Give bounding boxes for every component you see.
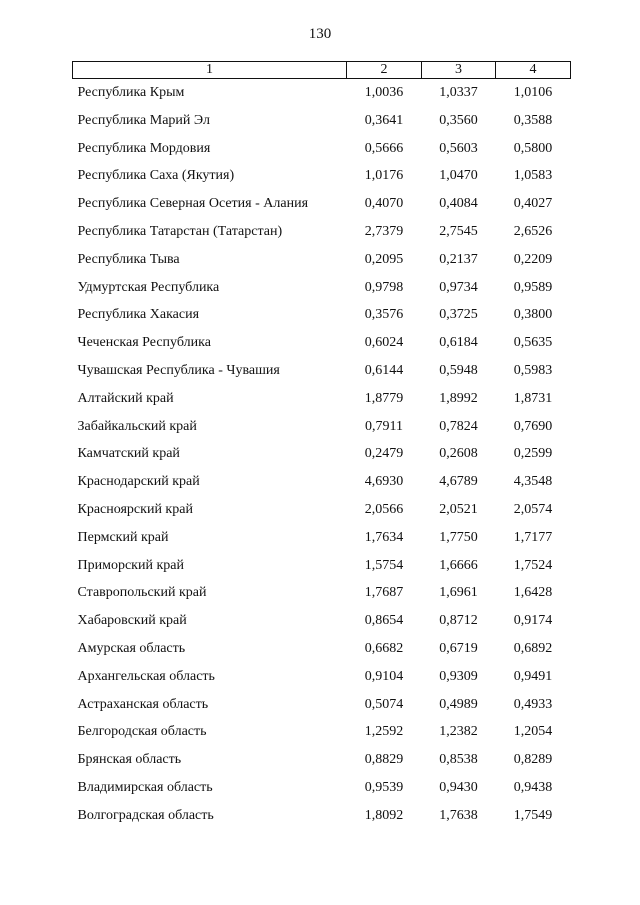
value-col3-cell: 0,8712 (439, 613, 478, 629)
value-col3-cell: 1,6961 (439, 585, 478, 601)
value-col4-cell: 0,5635 (513, 335, 553, 351)
value-col2-cell: 0,9104 (364, 668, 404, 684)
table-row (73, 691, 571, 719)
column-header-1: 1 (73, 62, 347, 79)
value-col3-cell: 0,7824 (439, 418, 478, 434)
value-col3-cell: 0,5603 (439, 140, 478, 156)
value-col4-cell: 0,8289 (513, 752, 553, 768)
column-header-3: 3 (422, 62, 496, 79)
region-name-cell: Амурская область (77, 640, 186, 656)
table-row (73, 635, 571, 663)
distribution-table-container (72, 61, 570, 830)
region-name-cell: Брянская область (77, 752, 182, 768)
table-row (73, 357, 571, 385)
table-body (73, 79, 571, 830)
region-name-cell: Владимирская область (77, 779, 213, 795)
region-name-cell: Хабаровский край (77, 613, 187, 629)
region-name-cell: Республика Марий Эл (77, 112, 210, 128)
value-col2-cell: 0,5666 (364, 140, 404, 156)
value-col4-cell: 1,6428 (513, 585, 553, 601)
value-col3-cell: 2,0521 (439, 501, 478, 517)
value-col2-cell: 1,8092 (364, 807, 404, 823)
value-col2-cell: 0,3576 (364, 307, 404, 323)
value-col3-cell: 1,8992 (439, 390, 478, 406)
value-col4-cell: 0,3800 (513, 307, 553, 323)
value-col4-cell: 1,7177 (513, 529, 553, 545)
region-name-cell: Ставропольский край (77, 585, 207, 601)
region-name-cell: Волгоградская область (77, 807, 214, 823)
region-name-cell: Алтайский край (77, 390, 174, 406)
value-col4-cell: 0,6892 (513, 640, 553, 656)
value-col3-cell: 0,9309 (439, 668, 478, 684)
table-row (73, 301, 571, 329)
value-col2-cell: 0,3641 (364, 112, 404, 128)
value-col4-cell: 0,7690 (513, 418, 553, 434)
value-col3-cell: 0,5948 (439, 362, 478, 378)
value-col4-cell: 1,8731 (513, 390, 553, 406)
value-col3-cell: 0,8538 (439, 752, 478, 768)
table-row (73, 79, 571, 107)
value-col4-cell: 1,0583 (513, 168, 553, 184)
table-header (73, 62, 571, 79)
value-col2-cell: 1,7634 (364, 529, 404, 545)
value-col4-cell: 0,5983 (513, 362, 553, 378)
value-col3-cell: 1,0337 (439, 85, 478, 100)
value-col3-cell: 1,7638 (439, 807, 478, 823)
table-row (73, 607, 571, 635)
table-row (73, 218, 571, 246)
table-row (73, 162, 571, 190)
value-col4-cell: 2,6526 (513, 223, 553, 239)
table-row (73, 246, 571, 274)
value-col2-cell: 0,2479 (364, 446, 404, 462)
value-col2-cell: 0,2095 (364, 251, 404, 267)
value-col2-cell: 0,4070 (364, 196, 404, 212)
value-col4-cell: 0,3588 (513, 112, 553, 128)
value-col2-cell: 2,7379 (364, 223, 404, 239)
value-col3-cell: 0,3725 (439, 307, 478, 323)
value-col3-cell: 1,2382 (439, 724, 478, 740)
value-col3-cell: 0,3560 (439, 112, 478, 128)
value-col4-cell: 0,2209 (513, 251, 553, 267)
value-col3-cell: 2,7545 (439, 223, 478, 239)
value-col2-cell: 0,6682 (364, 640, 404, 656)
value-col4-cell: 0,4933 (513, 696, 553, 712)
table-row (73, 468, 571, 496)
value-col3-cell: 0,9734 (439, 279, 478, 295)
value-col2-cell: 0,7911 (365, 418, 403, 434)
value-col3-cell: 0,2137 (439, 251, 478, 267)
region-name-cell: Республика Крым (77, 85, 185, 100)
region-name-cell: Республика Хакасия (77, 307, 200, 323)
value-col4-cell: 0,9491 (513, 668, 553, 684)
table-row (73, 552, 571, 580)
value-col2-cell: 2,0566 (364, 501, 404, 517)
value-col2-cell: 1,0036 (364, 85, 404, 100)
page-number: 130 (308, 26, 332, 42)
value-col4-cell: 1,0106 (513, 85, 553, 100)
region-name-cell: Удмуртская Республика (77, 279, 220, 295)
region-name-cell: Краснодарский край (77, 474, 200, 490)
table-row (73, 718, 571, 746)
value-col4-cell: 1,7524 (513, 557, 553, 573)
value-col2-cell: 0,9539 (364, 779, 404, 795)
region-name-cell: Архангельская область (77, 668, 215, 684)
table-row (73, 496, 571, 524)
region-name-cell: Чеченская Республика (77, 335, 211, 351)
value-col2-cell: 0,6024 (364, 335, 404, 351)
value-col3-cell: 1,0470 (439, 168, 478, 184)
value-col3-cell: 0,4084 (439, 196, 478, 212)
column-header-2: 2 (347, 62, 422, 79)
region-name-cell: Республика Северная Осетия - Алания (77, 196, 309, 212)
value-col2-cell: 0,6144 (364, 362, 404, 378)
value-col4-cell: 0,9174 (513, 613, 553, 629)
value-col2-cell: 0,8829 (364, 752, 404, 768)
region-name-cell: Красноярский край (77, 501, 193, 517)
region-name-cell: Забайкальский край (77, 418, 197, 434)
table-row (73, 413, 571, 441)
table-row (73, 663, 571, 691)
value-col4-cell: 0,9438 (513, 779, 553, 795)
value-col3-cell: 1,7750 (439, 529, 478, 545)
value-col4-cell: 0,5800 (513, 140, 553, 156)
value-col2-cell: 0,9798 (364, 279, 404, 295)
value-col2-cell: 1,5754 (364, 557, 404, 573)
value-col4-cell: 0,2599 (513, 446, 553, 462)
region-name-cell: Приморский край (77, 557, 184, 573)
value-col4-cell: 1,2054 (513, 724, 553, 740)
value-col2-cell: 1,8779 (364, 390, 404, 406)
region-name-cell: Пермский край (77, 529, 169, 545)
value-col4-cell: 0,4027 (513, 196, 553, 212)
table-row (73, 579, 571, 607)
region-name-cell: Республика Мордовия (77, 140, 211, 156)
region-name-cell: Республика Тыва (77, 251, 180, 267)
table-row (73, 774, 571, 802)
value-col3-cell: 0,4989 (439, 696, 478, 712)
column-header-4: 4 (496, 62, 571, 79)
table-row (73, 329, 571, 357)
table-row (73, 524, 571, 552)
region-name-cell: Белгородская область (77, 724, 207, 740)
value-col2-cell: 1,7687 (364, 585, 404, 601)
value-col2-cell: 0,8654 (364, 613, 404, 629)
value-col2-cell: 1,2592 (364, 724, 404, 740)
distribution-table (72, 61, 571, 830)
value-col2-cell: 0,5074 (364, 696, 404, 712)
table-row (73, 440, 571, 468)
value-col3-cell: 0,2608 (439, 446, 478, 462)
table-row (73, 802, 571, 830)
value-col4-cell: 1,7549 (513, 807, 553, 823)
region-name-cell: Чувашская Республика - Чувашия (77, 362, 280, 378)
value-col3-cell: 0,9430 (439, 779, 478, 795)
region-name-cell: Астраханская область (77, 696, 209, 712)
value-col4-cell: 2,0574 (513, 501, 553, 517)
value-col4-cell: 0,9589 (513, 279, 553, 295)
value-col3-cell: 1,6666 (439, 557, 478, 573)
value-col3-cell: 0,6719 (439, 640, 478, 656)
region-name-cell: Республика Татарстан (Татарстан) (77, 223, 283, 239)
value-col2-cell: 1,0176 (364, 168, 404, 184)
table-row (73, 385, 571, 413)
table-row (73, 190, 571, 218)
table-row (73, 107, 571, 135)
region-name-cell: Камчатский край (77, 446, 180, 462)
value-col3-cell: 0,6184 (439, 335, 478, 351)
value-col4-cell: 4,3548 (513, 474, 553, 490)
table-row (73, 746, 571, 774)
table-row (73, 135, 571, 163)
value-col3-cell: 4,6789 (439, 474, 478, 490)
region-name-cell: Республика Саха (Якутия) (77, 168, 235, 184)
value-col2-cell: 4,6930 (364, 474, 404, 490)
header-row (73, 62, 571, 79)
table-row (73, 274, 571, 302)
